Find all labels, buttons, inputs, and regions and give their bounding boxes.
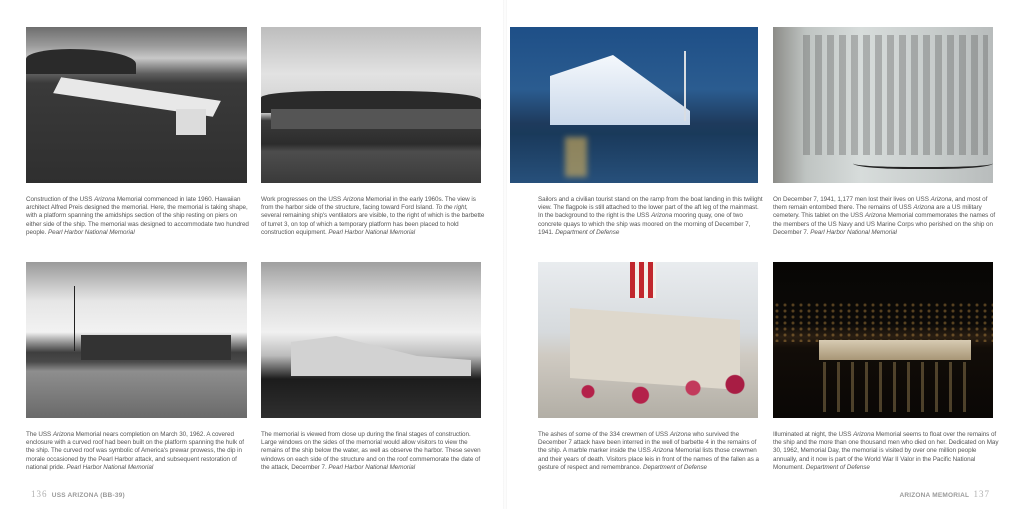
caption-text: who survived the December 7 attack have been interred in the well of barbette 4 in the remains of the ship. A marble marker inside the USS (538, 431, 757, 455)
photo-detail (823, 362, 973, 412)
caption (261, 431, 487, 472)
photo-detail (853, 155, 993, 169)
flagpole-detail (74, 286, 75, 351)
caption (538, 431, 766, 472)
flagpole-detail (684, 51, 686, 121)
photo-marble-marker (538, 262, 758, 418)
photo-nears-completion (26, 262, 247, 418)
caption-credit: Pearl Harbor National Memorial (328, 463, 416, 471)
caption-credit: Department of Defense (805, 463, 870, 471)
photo-detail (773, 302, 993, 342)
caption (26, 196, 250, 237)
caption-italic: Arizona (853, 431, 875, 438)
running-head: USS ARIZONA (BB-39) (51, 492, 125, 499)
caption-credit: Pearl Harbor National Memorial (48, 228, 135, 236)
caption-credit: Department of Defense (642, 463, 708, 471)
caption-credit: Pearl Harbor National Memorial (66, 463, 154, 471)
caption-text: mooring quay, one of two concrete quays to which the ship was moored on the morning of December 7, 1941. (538, 212, 751, 236)
gutter (503, 0, 507, 509)
caption-text: several remaining ship's ventilators are visible, to the right of which is the barbette of turret 3, on top of which a temporary platform has been placed to hold construction equipment. (261, 212, 485, 236)
caption (261, 196, 485, 237)
caption-text: Memorial in the early 1960s. The view is from the harbor side of the structure, facing toward Ford Island. (261, 196, 476, 212)
page-number: 136 (31, 489, 48, 499)
photo-work-progress (261, 27, 481, 183)
photo-detail (271, 109, 481, 129)
right-folio (899, 489, 990, 499)
caption-italic: Arizona (913, 204, 935, 212)
caption (773, 431, 1001, 472)
caption-credit: Pearl Harbor National Memorial (328, 228, 416, 236)
photo-detail (565, 137, 587, 177)
caption-italic: Arizona (864, 212, 886, 220)
caption-italic: Arizona (669, 431, 691, 438)
photo-detail (176, 109, 206, 135)
caption (538, 196, 764, 237)
photo-names-tablet (773, 27, 993, 183)
photo-detail (26, 49, 136, 74)
caption-text: Memorial lists those crewmen and their years of death. Visitors place leis in front of the names of the fallen as a gesture of respect and remembrance. (538, 447, 760, 471)
page-number: 137 (973, 489, 990, 499)
caption-text: The memorial is viewed from close up during the final stages of construction. Large windows on the sides of the memorial would allow visitors to view the remains of the ship below the water, as well as observe the harbor. These seven windows on each side of the structure and on the roof commemorate the date of the attack, December 7. (261, 431, 481, 471)
caption-text: Work progresses on the USS (261, 196, 343, 203)
caption-text: Memorial commenced in late 1960. Hawaiian architect Alfred Preis designed the memorial. Here, the memorial is taking shape, with a platform spanning the amidships section of the ship resting on piers on either side of the ship. The memorial was designed to accommodate two hundred people. (26, 196, 249, 236)
caption-text: Memorial nears completion on March 30, 1962. A covered enclosure with a curved roof had been built on the platform spanning the hulk of the ship. The curved roof was symbolic of America's prewar prowess, the dip in morale occasioned by the Pearl Harbor attack, and subsequent restoration of national pride. (26, 431, 244, 471)
caption-italic: Arizona (342, 196, 364, 203)
caption-credit: Department of Defense (555, 228, 620, 236)
photo-detail (81, 335, 231, 360)
caption-text: Illuminated at night, the USS (773, 431, 854, 438)
photo-detail (819, 340, 971, 360)
caption-text: Memorial commemorates the names of the members of the US Navy and US Marine Corps who perished on the ship on December 7. (773, 212, 996, 236)
caption (26, 431, 252, 472)
caption-text: The USS (26, 431, 53, 438)
caption-text: Memorial seems to float over the remains of the ship and the more than one thousand men who died on her. Dedicated on May 30, 1962, Memorial Day, the memorial is visited by over one million people annually, and it now is part of the World War II Valor in the Pacific National Monument. (773, 431, 999, 471)
running-head: ARIZONA MEMORIAL (899, 492, 970, 499)
photo-detail (803, 35, 988, 155)
caption-italic: To the right, (435, 204, 468, 212)
caption-italic: Arizona (94, 196, 116, 203)
photo-twilight-memorial (510, 27, 758, 183)
caption (773, 196, 999, 237)
photo-detail (546, 370, 756, 406)
caption-italic: Arizona (52, 431, 74, 438)
flag-detail (630, 262, 656, 298)
photo-detail (291, 336, 471, 376)
photo-final-stages (261, 262, 481, 418)
caption-credit: Pearl Harbor National Memorial (810, 228, 897, 236)
caption-text: Construction of the USS (26, 196, 95, 203)
caption-text: are a US military cemetery. This tablet on the USS (773, 204, 982, 220)
caption-text: The ashes of some of the 334 crewmen of USS (538, 431, 670, 438)
caption-text: , and most of them remain entombed there. The remains of USS (773, 196, 988, 212)
photo-detail (550, 55, 690, 125)
photo-detail (510, 135, 758, 183)
caption-text: On December 7, 1941, 1,177 men lost their lives on USS (773, 196, 931, 203)
photo-platform-construction (26, 27, 247, 183)
caption-italic: Arizona (930, 196, 952, 203)
caption-italic: Arizona (651, 212, 673, 220)
photo-night-memorial (773, 262, 993, 418)
caption-text: Sailors and a civilian tourist stand on the ramp from the boat landing in this twilight view. The flagpole is still attached to the lower part of the aft leg of the mainmast. In the background to the right is the USS (538, 196, 763, 220)
left-folio (31, 489, 125, 499)
caption-italic: Arizona (652, 447, 674, 455)
